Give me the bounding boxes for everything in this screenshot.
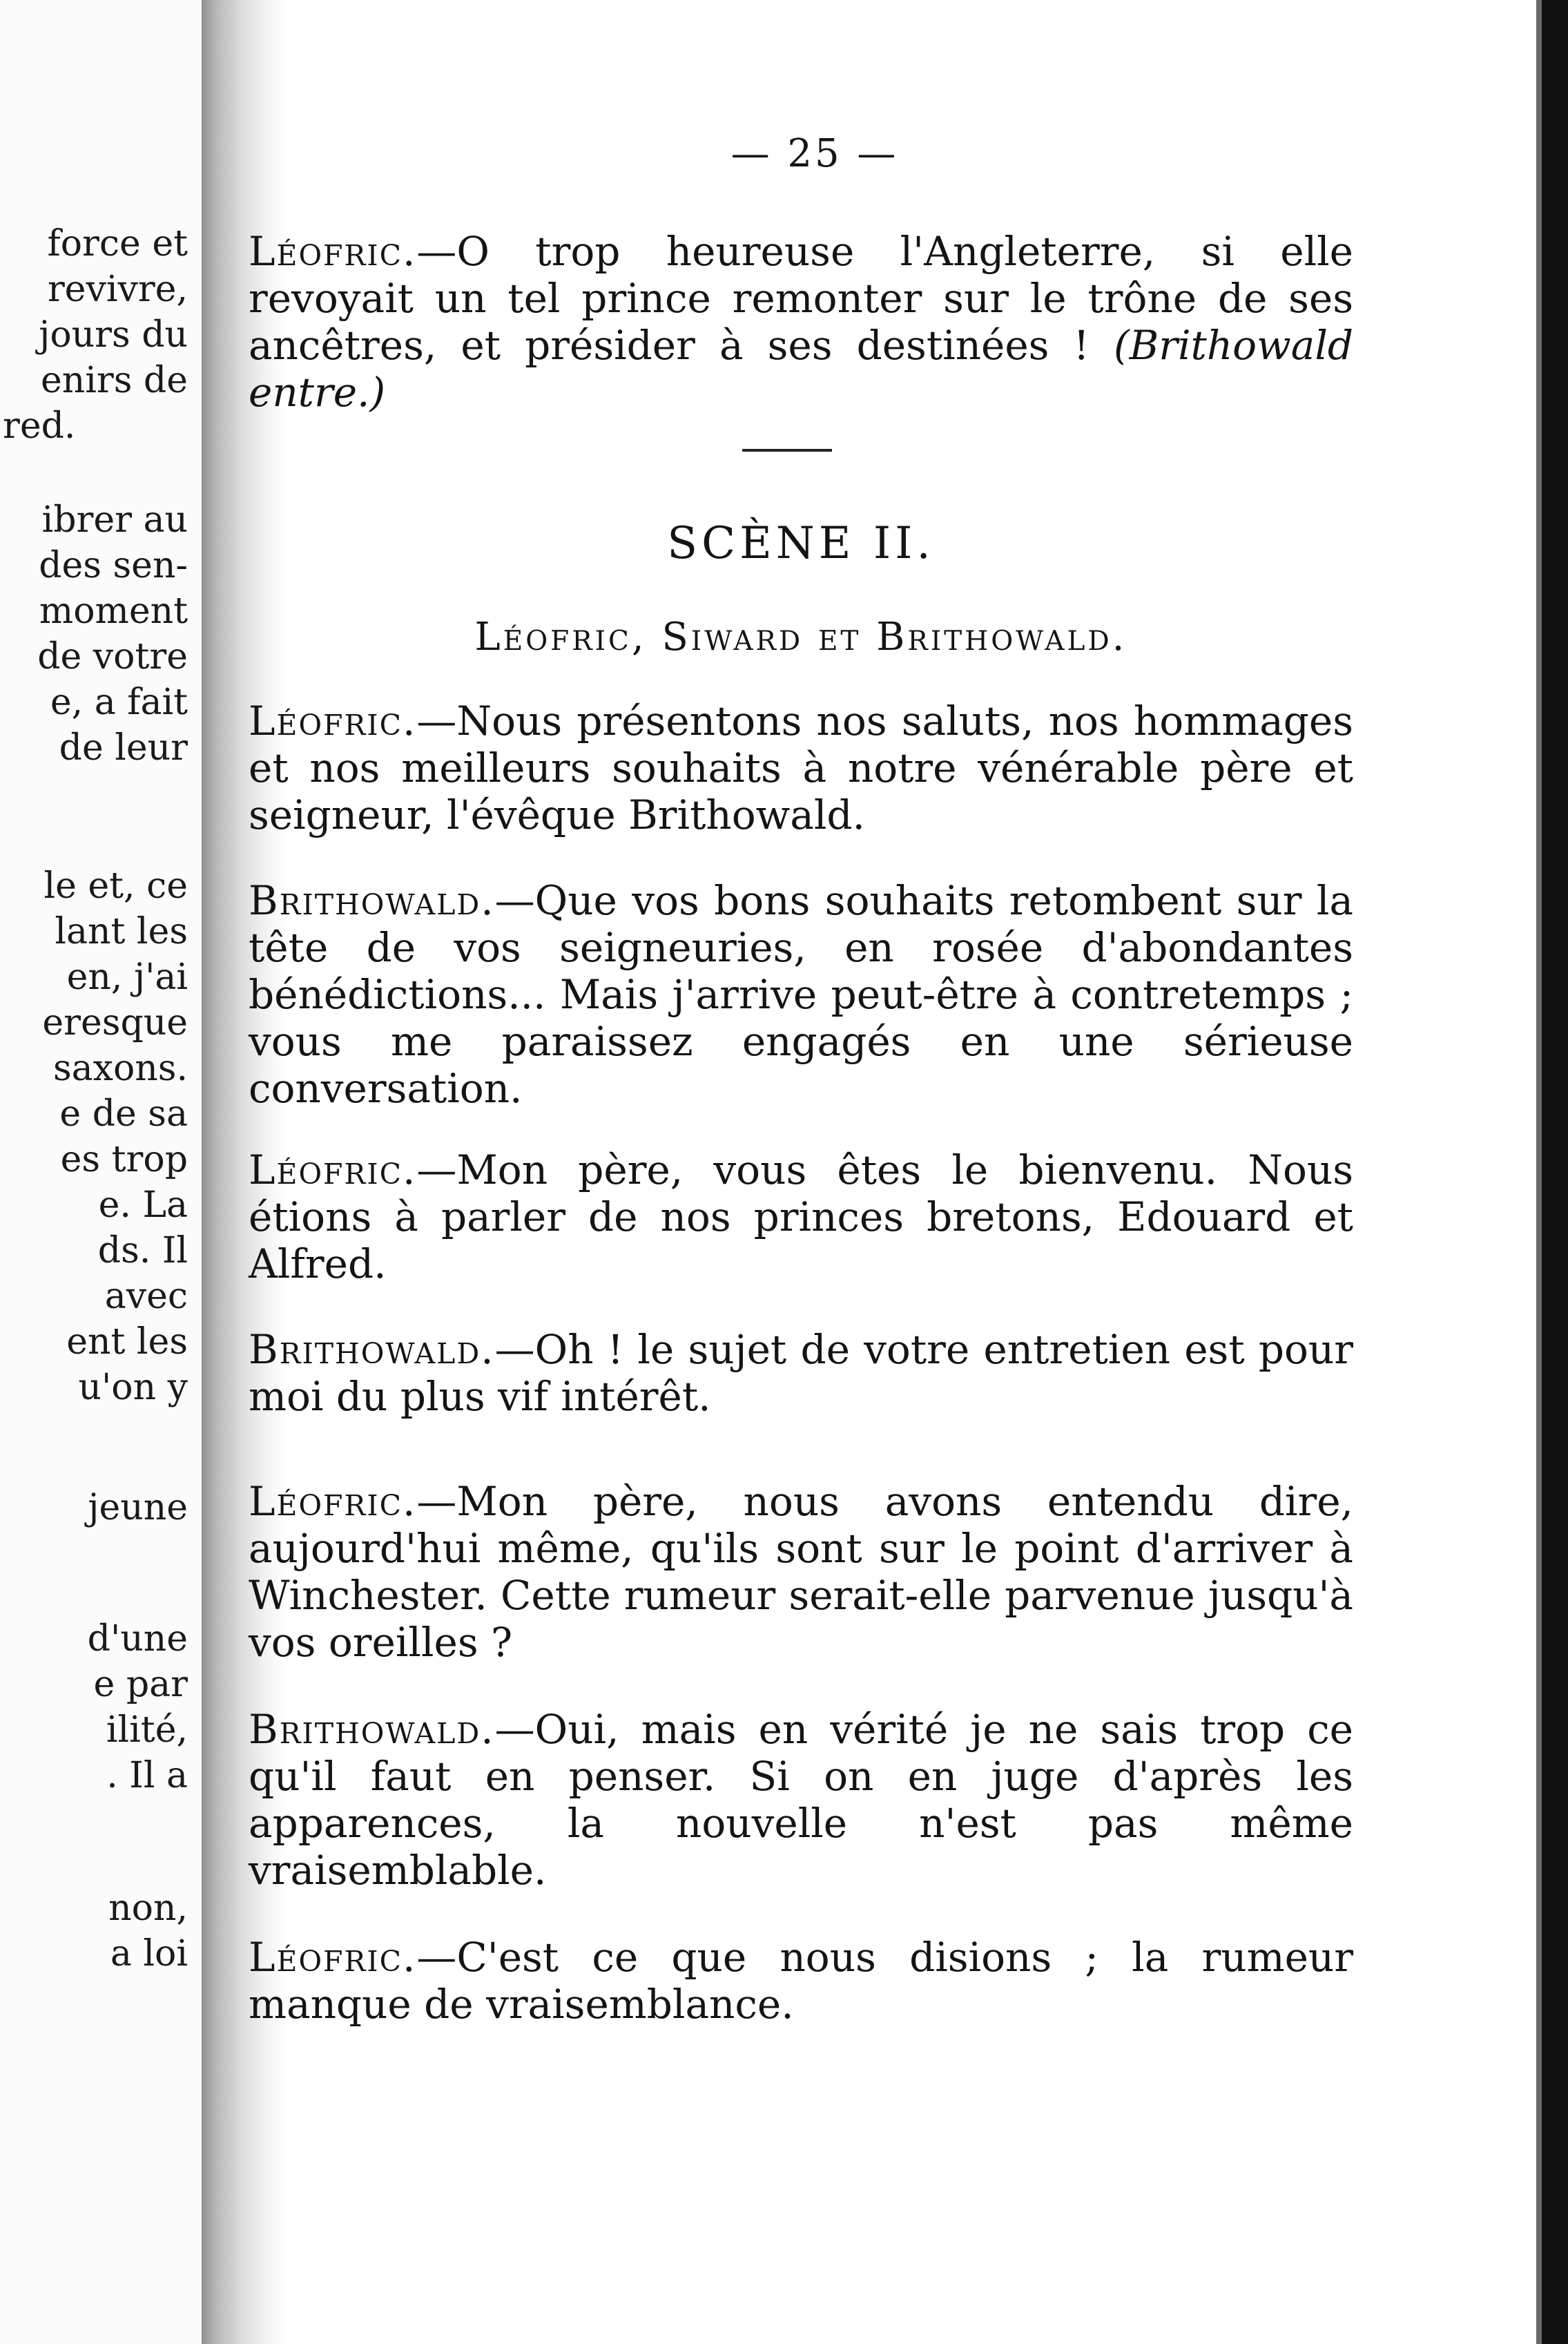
dialogue-line: [249, 698, 1353, 838]
dialogue-line: [249, 1706, 1353, 1894]
speaker-name: Brithowald.: [249, 877, 495, 924]
left-fragment-group: [0, 1885, 200, 1977]
speaker-name: Léofric.: [249, 1934, 417, 1981]
left-fragment-line: red.: [3, 405, 76, 447]
left-fragment-line: non,: [108, 1887, 188, 1929]
left-fragment-line: ilité,: [106, 1709, 188, 1751]
dialogue-line: [249, 1478, 1353, 1666]
left-fragment-line: a loi: [110, 1933, 188, 1975]
speech-text: —Que vos bons souhaits retombent sur la tête de vos seigneuries, en rosée d'abondantes bénédictions... Mais j'arrive peut-être à contretemps ; vous me paraissez engagés en une sérieuse conversation.: [249, 877, 1353, 1112]
section-divider: [742, 449, 832, 452]
left-fragment-line: le et, ce: [43, 865, 188, 907]
speech-text: —Mon père, nous avons entendu dire, aujourd'hui même, qu'ils sont sur le point d'arriver à Winchester. Cette rumeur serait-elle parvenue jusqu'à vos oreilles ?: [249, 1478, 1353, 1666]
left-fragment-line: ibrer au: [41, 499, 188, 541]
opening-speech: [249, 228, 1353, 416]
left-fragment-line: ent les: [66, 1321, 188, 1363]
left-fragment-group: [0, 221, 200, 449]
left-fragment-line: e. La: [98, 1184, 188, 1226]
stage-direction: (Brithowald entre.): [249, 322, 1353, 416]
left-fragment-line: de votre: [37, 636, 188, 678]
left-fragment-line: lant les: [55, 911, 188, 952]
left-fragment-line: e, a fait: [50, 682, 188, 723]
left-fragment-line: avec: [104, 1276, 188, 1317]
speech-text: —Oh ! le sujet de votre entretien est pour moi du plus vif intérêt.: [249, 1326, 1353, 1420]
left-fragment-line: force et: [47, 223, 188, 265]
dialogue-line: [249, 1326, 1353, 1420]
speaker-name: Brithowald.: [249, 1326, 495, 1373]
left-fragment-group: [0, 1485, 200, 1530]
left-fragment-line: . Il a: [106, 1755, 188, 1796]
left-fragment-line: de leur: [59, 727, 188, 769]
left-fragment-group: [0, 1616, 200, 1798]
left-fragment-line: d'une: [87, 1618, 188, 1660]
speaker-name: Léofric.: [249, 698, 417, 744]
dialogue-line: [249, 877, 1353, 1112]
speaker-name: Léofric.: [249, 228, 417, 275]
left-fragment-line: u'on y: [78, 1367, 188, 1408]
left-fragment-line: revivre,: [47, 269, 188, 310]
speaker-name: Brithowald.: [249, 1706, 495, 1753]
left-fragment-line: eresque: [42, 1002, 188, 1044]
left-fragment-line: e de sa: [59, 1093, 188, 1135]
left-fragment-group: [0, 863, 200, 1410]
speech-text: —Mon père, vous êtes le bienvenu. Nous étions à parler de nos princes bretons, Edouard et Alfred.: [249, 1146, 1353, 1287]
scene-characters: Léofric, Siward et Brithowald.: [474, 615, 1127, 660]
speech-text: —O trop heureuse l'Angleterre, si elle revoyait un tel prince remonter sur le trône de ses ancêtres, et présider à ses destinées !: [249, 228, 1353, 369]
dialogue-line: [249, 1146, 1353, 1287]
speaker-name: Léofric.: [249, 1478, 417, 1525]
speech-text: —Nous présentons nos saluts, nos hommages et nos meilleurs souhaits à notre vénérable père et seigneur, l'évêque Brithowald.: [249, 698, 1353, 838]
left-fragment-line: en, j'ai: [66, 957, 188, 998]
scene-title: SCÈNE II.: [667, 518, 935, 569]
speech-text: —Oui, mais en vérité je ne sais trop ce qu'il faut en penser. Si on en juge d'après les apparences, la nouvelle n'est pas même vraisemblable.: [249, 1706, 1353, 1894]
left-fragment-line: ds. Il: [97, 1230, 188, 1271]
left-fragment-line: moment: [39, 590, 188, 632]
left-fragment-line: des sen-: [39, 545, 188, 586]
left-fragment-group: [0, 497, 200, 771]
left-fragment-line: enirs de: [40, 360, 188, 401]
dialogue-line: [249, 1934, 1353, 2028]
speech-text: —C'est ce que nous disions ; la rumeur manque de vraisemblance.: [249, 1934, 1353, 2028]
scan-edge-shadow: [1536, 0, 1542, 2344]
left-fragment-line: saxons.: [52, 1048, 188, 1089]
left-fragment-line: jeune: [88, 1487, 188, 1528]
left-fragment-line: e par: [93, 1664, 188, 1705]
left-fragment-line: es trop: [60, 1139, 188, 1180]
scan-right-border: [1542, 0, 1568, 2344]
speaker-name: Léofric.: [249, 1146, 417, 1193]
page-number: — 25 —: [730, 131, 899, 176]
left-fragment-line: jours du: [39, 314, 188, 356]
